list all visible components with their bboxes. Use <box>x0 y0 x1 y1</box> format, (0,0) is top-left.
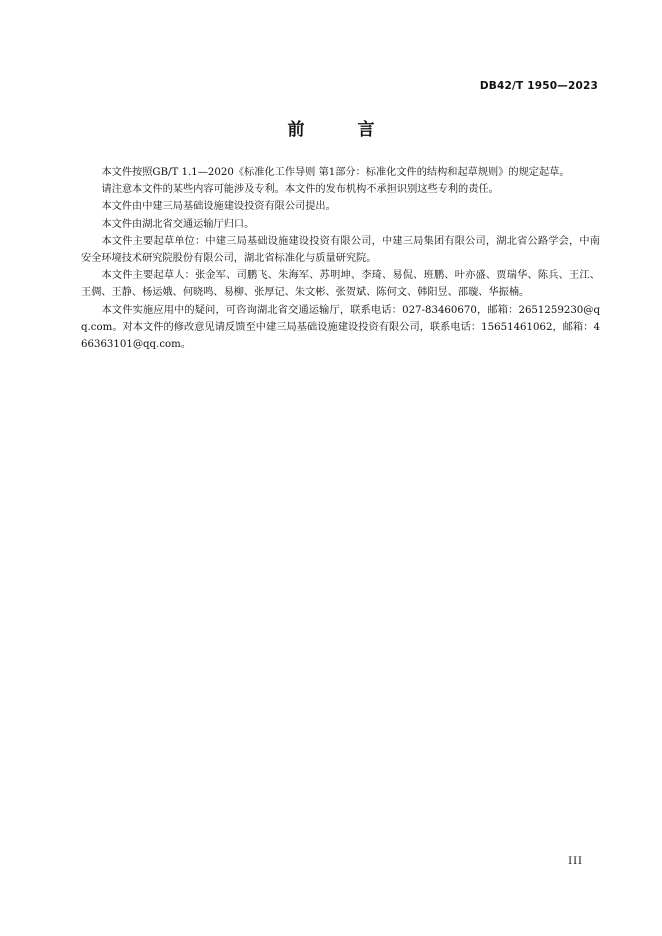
paragraph-contact: 本文件实施应用中的疑问，可咨询湖北省交通运输厅，联系电话：027-83460670，邮箱：2651259230@qq.com。对本文件的修改意见请反馈至中建三局基础设施建设投资有限公司，联系电话：15651461062，邮箱：466363101@qq.com。 <box>81 304 600 351</box>
paragraph-patent-notice: 请注意本文件的某些内容可能涉及专利。本文件的发布机构不承担识别这些专利的责任。 <box>101 184 499 196</box>
paragraph-centralized-by: 本文件由湖北省交通运输厅归口。 <box>101 218 255 230</box>
page-number: III <box>568 856 583 867</box>
page-title: 前 言 <box>287 120 393 140</box>
paragraph-drafting-rules: 本文件按照GB/T 1.1—2020《标准化工作导则 第1部分：标准化文件的结构和起草规则》的规定起草。 <box>101 167 570 178</box>
foreword-body <box>81 164 600 353</box>
document-code: DB42/T 1950—2023 <box>479 80 598 92</box>
paragraph-drafters: 本文件主要起草人：张金军、司鹏飞、朱海军、苏明坤、李琦、易侃、班鹏、叶亦盛、贾瑞华、陈兵、王江、王倜、王静、杨运娥、何晓鸣、易柳、张厚记、朱文彬、张贺斌、陈何文、韩阳昱、邵璇、华振楠。 <box>81 270 600 299</box>
paragraph-proposed-by: 本文件由中建三局基础设施建设投资有限公司提出。 <box>101 201 336 213</box>
paragraph-drafting-units: 本文件主要起草单位：中建三局基础设施建设投资有限公司，中建三局集团有限公司，湖北省公路学会，中南安全环境技术研究院股份有限公司，湖北省标准化与质量研究院。 <box>81 235 600 265</box>
